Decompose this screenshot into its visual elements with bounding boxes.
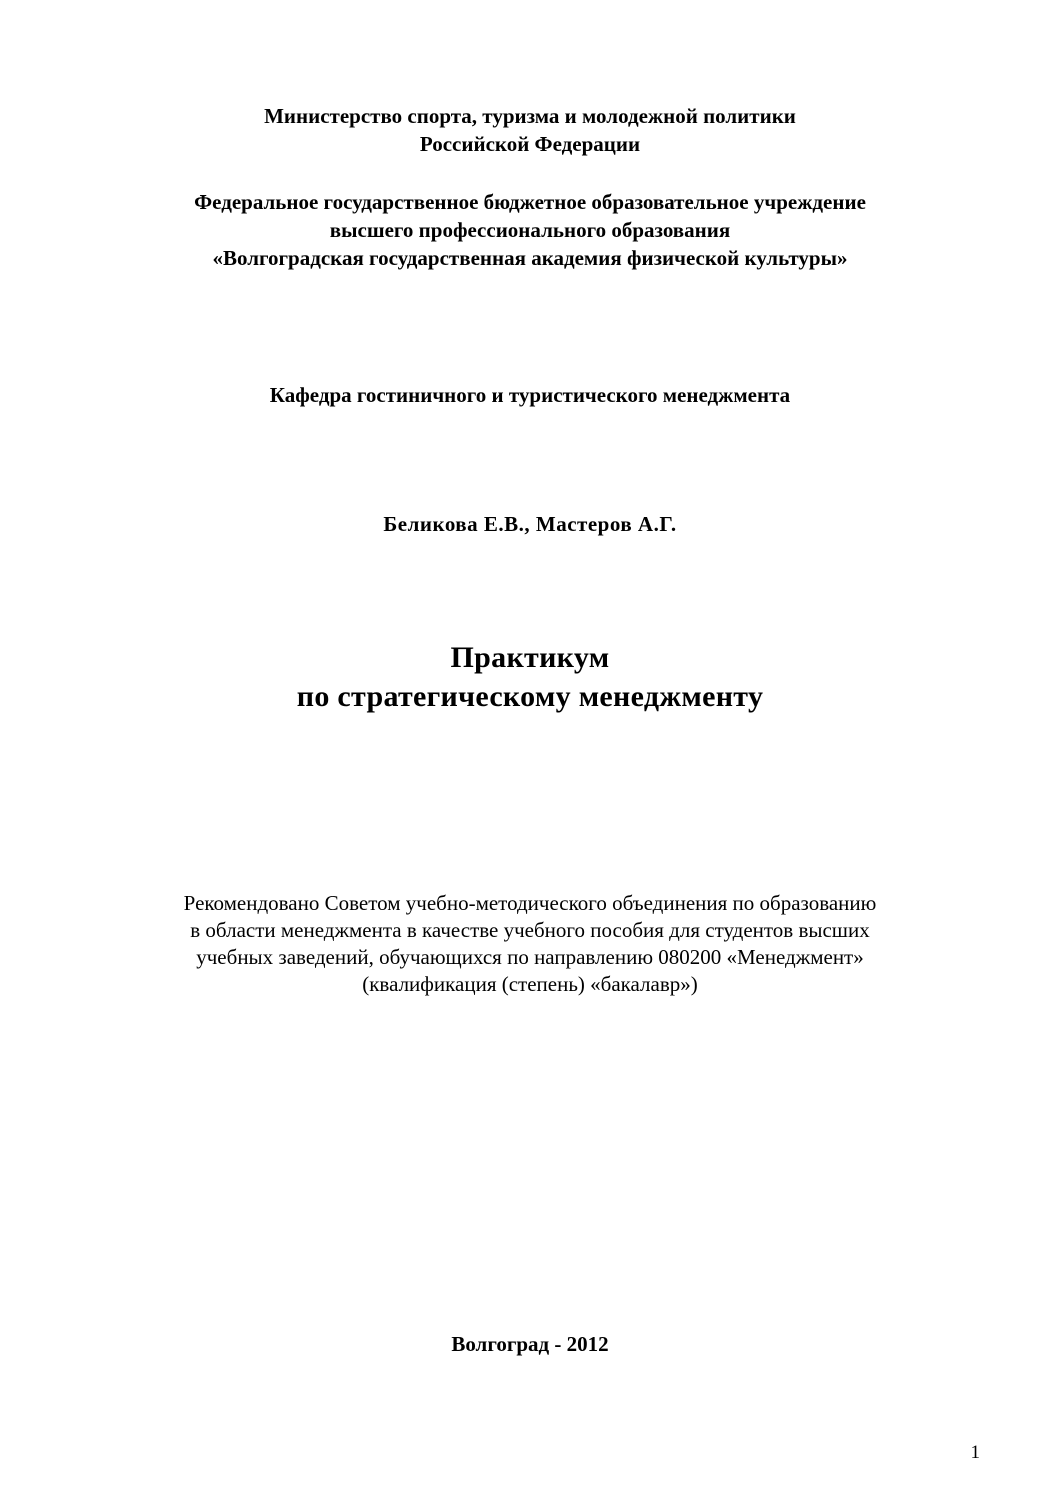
authors: Беликова Е.В., Мастеров А.Г. [383, 512, 677, 536]
recommendation-line-3: учебных заведений, обучающихся по направлению 080200 «Менеджмент» [196, 945, 864, 969]
recommendation-line-4: (квалификация (степень) «бакалавр») [362, 972, 698, 996]
department: Кафедра гостиничного и туристического менеджмента [269, 383, 791, 407]
place-year: Волгоград - 2012 [451, 1332, 609, 1356]
page-number: 1 [970, 1442, 980, 1463]
institution-line-3: «Волгоградская государственная академия физической культуры» [212, 246, 848, 270]
ministry-line-1: Министерство спорта, туризма и молодежной политики [264, 104, 796, 128]
title-line-1: Практикум [450, 641, 610, 674]
institution-line-1: Федеральное государственное бюджетное образовательное учреждение [194, 190, 866, 214]
title-line-2: по стратегическому менеджменту [296, 680, 764, 713]
recommendation-line-1: Рекомендовано Советом учебно-методического объединения по образованию [183, 891, 877, 915]
ministry-line-2: Российской Федерации [419, 132, 641, 156]
recommendation-line-2: в области менеджмента в качестве учебного пособия для студентов высших [190, 918, 870, 942]
institution-line-2: высшего профессионального образования [329, 218, 731, 242]
